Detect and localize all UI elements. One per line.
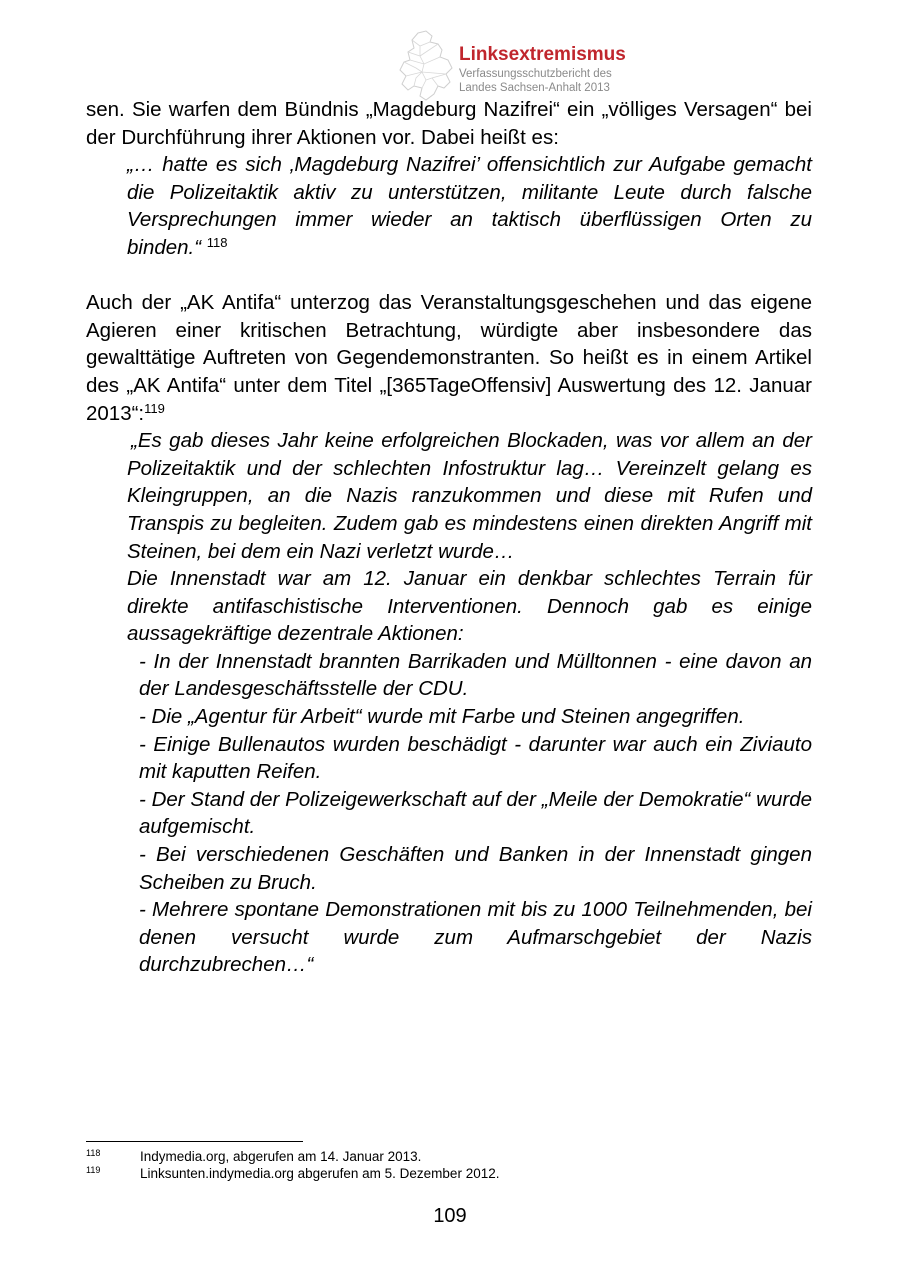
quote-2 [127,427,812,648]
list-item: - In der Innenstadt brannten Barrikaden und Mülltonnen - eine davon an der Landesgeschäftsstelle der CDU. [139,649,812,701]
list-item: - Die „Agentur für Arbeit“ wurde mit Farbe und Steinen angegriffen. [139,705,745,729]
header-subtitle [459,68,612,95]
footnote-text: Linksunten.indymedia.org abgerufen am 5. Dezember 2012. [140,1166,500,1181]
paragraph-2-body: Auch der „AK Antifa“ unterzog das Veranstaltungsgeschehen und das eigene Agieren einer kritischen Betrachtung, würdigte aber insbesondere das gewalttätige Auftreten von Gegendemonstranten. So heißt es in einem Artikel des „AK Antifa“ unter dem Titel „[365TageOffensiv] Auswertung des 12. Januar 2013“: [86,291,812,425]
quote-2-paragraph-2: Die Innenstadt war am 12. Januar ein denkbar schlechtes Terrain für direkte antifaschistische Interventionen. Dennoch gab es einige aussagekräftige dezentrale Aktionen: [127,567,812,646]
paragraph-2 [86,289,812,427]
page-number: 109 [433,1205,467,1227]
list-item: - Bei verschiedenen Geschäften und Banken in der Innenstadt gingen Scheiben zu Bruch. [139,843,812,894]
footnotes [86,1148,786,1182]
footnote-text: Indymedia.org, abgerufen am 14. Januar 2013. [140,1149,422,1164]
header-title: Linksextremismus [459,44,626,65]
footnote-119 [86,1165,786,1182]
header-subtitle-line1: Verfassungsschutzbericht des [459,68,612,80]
footnote-ref-119: 119 [144,400,165,416]
list-item: - Einige Bullenautos wurden beschädigt - darunter war auch ein Ziviauto mit kaputten Reifen. [139,732,812,784]
header-subtitle-line2: Landes Sachsen-Anhalt 2013 [459,81,610,94]
list-item: - Der Stand der Polizeigewerkschaft auf der „Meile der Demokratie“ wurde aufgemischt. [139,787,812,839]
quote-2-paragraph-1: „Es gab dieses Jahr keine erfolgreichen Blockaden, was vor allem an der Polizeitaktik und der schlechten Infostruktur lag… Vereinzelt gelang es Kleingruppen, an die Nazis ranzukommen und diese mit Rufen und Transpis zu begleiten. Zudem gab es mindestens einen direkten Angriff mit Steinen, bei dem ein Nazi verletzt wurde… [127,429,812,563]
quote-1-body: „… hatte es sich ‚Magdeburg Nazifrei’ offensichtlich zur Aufgabe gemacht die Polizeitaktik aktiv zu unterstützen, militante Leute durch falsche Versprechungen immer wieder an taktisch überflüssigen Orten zu binden.“ [127,153,812,259]
footnote-number: 118 [86,1148,101,1158]
body-text [86,96,812,979]
list-item: - Mehrere spontane Demonstrationen mit bis zu 1000 Teilnehmenden, bei denen versucht wurde zum Aufmarschgebiet der Nazis durchzubrechen…“ [139,898,812,977]
footnote-ref-118: 118 [206,234,228,250]
paragraph-1: sen. Sie warfen dem Bündnis „Magdeburg Nazifrei“ ein „völliges Versagen“ bei der Durchführung ihrer Aktionen vor. Dabei heißt es: [86,98,812,149]
action-list [139,648,812,979]
footnote-118 [86,1148,786,1165]
quote-1-text [127,151,812,261]
sachsen-anhalt-map-icon [396,30,456,102]
quote-1 [127,151,812,261]
footnote-number: 119 [86,1165,101,1175]
page-header [396,30,696,104]
footnote-divider [86,1141,303,1142]
